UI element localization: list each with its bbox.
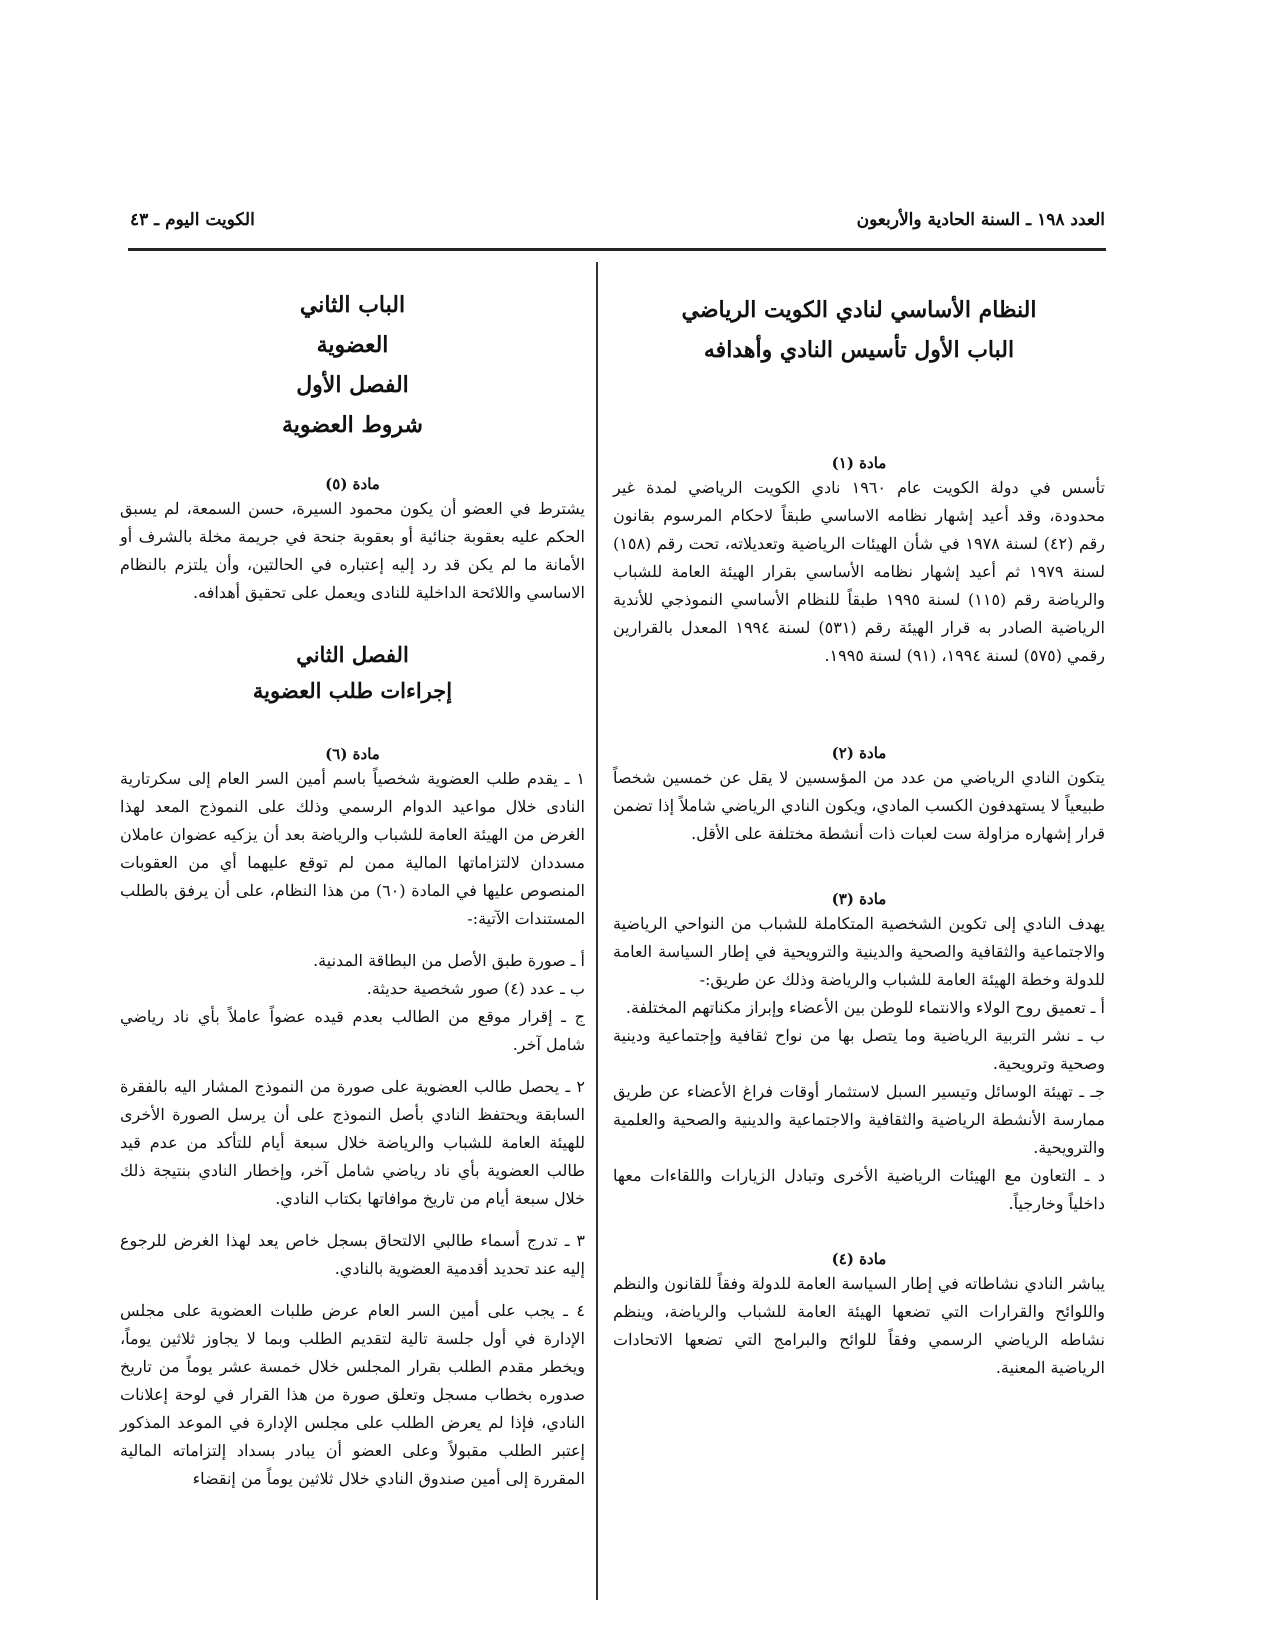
chapter-two-line2: العضوية — [316, 332, 389, 358]
article-3-item-d: د ـ التعاون مع الهيئات الرياضية الأخرى وتبادل الزيارات واللقاءات معها داخلياً وخارجياً. — [613, 1166, 1105, 1213]
article-3-item-a: أ ـ تعميق روح الولاء والانتماء للوطن بين الأعضاء وإبراز مكناتهم المختلفة. — [625, 998, 1105, 1017]
page-header — [130, 200, 1105, 240]
article-6-heading: مادة (٦) — [325, 745, 380, 763]
article-3-item-c: جـ ـ تهيئة الوسائل وتيسير السبل لاستثمار أوقات فراغ الأعضاء عن طريق ممارسة الأنشطة الرياضية والثقافية والاجتماعية والدينية والصحية والعلمية والترويحية. — [613, 1082, 1105, 1157]
article-3-intro: يهدف النادي إلى تكوين الشخصية المتكاملة للشباب من النواحي الرياضية والاجتماعية والثقافية والصحية والدينية والترويحية في إطار السياسة العامة للدولة وخطة الهيئة العامة للشباب والرياضة وذلك عن طريق:- — [613, 914, 1105, 989]
article-3-item-b: ب ـ نشر التربية الرياضية وما يتصل بها من نواح ثقافية وإجتماعية ودينية وصحية وترويحية. — [613, 1026, 1105, 1073]
right-column — [613, 290, 1105, 1382]
article-6-item-c: ج ـ إقرار موقع من الطالب بعدم قيده عضواً عاملاً بأي ناد رياضي شامل آخر. — [120, 1007, 585, 1054]
article-5-text: يشترط في العضو أن يكون محمود السيرة، حسن السمعة، لم يسبق الحكم عليه بعقوبة جنائية أو بعقوبة جنحة في جريمة مخلة بالشرف أو الأمانة ما لم يكن قد رد إليه إعتباره في الحالتين، وأن يلتزم بالنظام الاساسي واللائحة الداخلية للنادى ويعمل على تحقيق أهدافه. — [120, 499, 586, 602]
chapter-two-line1: الباب الثاني — [299, 292, 406, 318]
article-1-text: تأسس في دولة الكويت عام ١٩٦٠ نادي الكويت الرياضي لمدة غير محدودة، وقد أعيد إشهار نظامه الاساسي طبقاً لاحكام المرسوم بقانون رقم (٤٢) لسنة ١٩٧٨ في شأن الهيئات الرياضية وتعديلاته، تحت رقم (١٥٨) لسنة ١٩٧٩ ثم أعيد إشهار نظامه الأساسي بقرار الهيئة العامة للشباب والرياضة رقم (١١٥) لسنة ١٩٩٥ طبقاً للنظام الأساسي النموذجي للأندية الرياضية الصادر به قرار الهيئة رقم (٥٣١) لسنة ١٩٩٤ المعدل بالقرارين رقمي (٥٧٥) لسنة ١٩٩٤، (٩١) لسنة ١٩٩٥. — [613, 478, 1106, 665]
article-3-heading: مادة (٣) — [831, 890, 887, 908]
section-two-title — [120, 637, 585, 709]
newspaper-name: الكويت اليوم ـ ٤٣ — [130, 210, 255, 230]
article-2-text: يتكون النادي الرياضي من عدد من المؤسسين لا يقل عن خمسين شخصاً طبيعياً لا يستهدفون الكسب المادي، ويكون النادي الرياضي شاملاً إذا تضمن قرار إشهاره مزاولة ست لعبات ذات أنشطة مختلفة على الأقل. — [613, 768, 1105, 843]
statute-title-line2: الباب الأول تأسيس النادي وأهدافه — [703, 337, 1015, 363]
article-2-heading: مادة (٢) — [831, 744, 887, 762]
column-divider — [596, 262, 598, 1600]
article-4-heading: مادة (٤) — [831, 1250, 887, 1268]
article-6-para-3: ٣ ـ تدرج أسماء طالبي الالتحاق بسجل خاص يعد لهذا الغرض للرجوع إليه عند تحديد أقدمية العضوية بالنادي. — [120, 1231, 585, 1278]
issue-number: العدد ١٩٨ ـ السنة الحادية والأربعون — [856, 210, 1105, 230]
header-divider — [128, 248, 1106, 251]
article-4-text: يباشر النادي نشاطاته في إطار السياسة العامة للدولة وفقاً للقانون والنظم واللوائح والقرارات التي تضعها الهيئة العامة للشباب والرياضة، وينظم نشاطه الرياضي الرسمي وفقاً للوائح والبرامج التي تضعها الاتحادات الرياضية المعنية. — [613, 1274, 1105, 1377]
left-column — [120, 285, 585, 1493]
article-6-para-4: ٤ ـ يجب على أمين السر العام عرض طلبات العضوية على مجلس الإدارة في أول جلسة تالية لتقديم الطلب وبما لا يجاوز ثلاثين يوماً، ويخطر مقدم الطلب بقرار المجلس خلال خمسة عشر يوماً من تاريخ صدوره بخطاب مسجل وتعلق صورة من هذا القرار في لوحة إعلانات النادي، فإذا لم يعرض الطلب على مجلس الإدارة في الموعد المذكور إعتبر الطلب مقبولاً وعلى العضو أن يبادر بسداد إلتزاماته المالية المقررة إلى أمين صندوق النادي خلال ثلاثين يوماً من إنقضاء — [120, 1301, 585, 1488]
article-6-item-b: ب ـ عدد (٤) صور شخصية حديثة. — [366, 979, 585, 998]
article-6-item-a: أ ـ صورة طبق الأصل من البطاقة المدنية. — [313, 951, 585, 970]
chapter-two-line3: الفصل الأول — [296, 372, 409, 398]
article-5-heading: مادة (٥) — [325, 475, 380, 493]
article-6-para-2: ٢ ـ يحصل طالب العضوية على صورة من النموذج المشار اليه بالفقرة السابقة ويحتفظ النادي بأصل النموذج على أن يرسل الصورة الأخرى للهيئة العامة للشباب والرياضة خلال سبعة أيام للتأكد من عدم قيد طالب العضوية بأي ناد رياضي شامل آخر، وإخطار النادي بنتيجة ذلك خلال سبعة أيام من تاريخ موافاتها بكتاب النادي. — [120, 1077, 585, 1208]
article-6-para-1: ١ ـ يقدم طلب العضوية شخصياً باسم أمين السر العام إلى سكرتارية النادى خلال مواعيد الدوام الرسمي وذلك على النموذج المعد لهذا الغرض من الهيئة العامة للشباب والرياضة بعد أن يزكيه عضوان عاملان مسددان لالتزاماتها المالية ممن لم توقع عليهما أي من العقوبات المنصوص عليها في المادة (٦٠) من هذا النظام، على أن يرفق بالطلب المستندات الآتية:- — [120, 769, 586, 928]
section-two-line1: الفصل الثاني — [296, 642, 409, 667]
chapter-two-title — [120, 285, 585, 445]
statute-title — [613, 290, 1105, 370]
article-1-heading: مادة (١) — [831, 454, 887, 472]
statute-title-line1: النظام الأساسي لنادي الكويت الرياضي — [681, 297, 1037, 323]
section-two-line2: إجراءات طلب العضوية — [252, 678, 453, 703]
chapter-two-line4: شروط العضوية — [282, 412, 423, 438]
